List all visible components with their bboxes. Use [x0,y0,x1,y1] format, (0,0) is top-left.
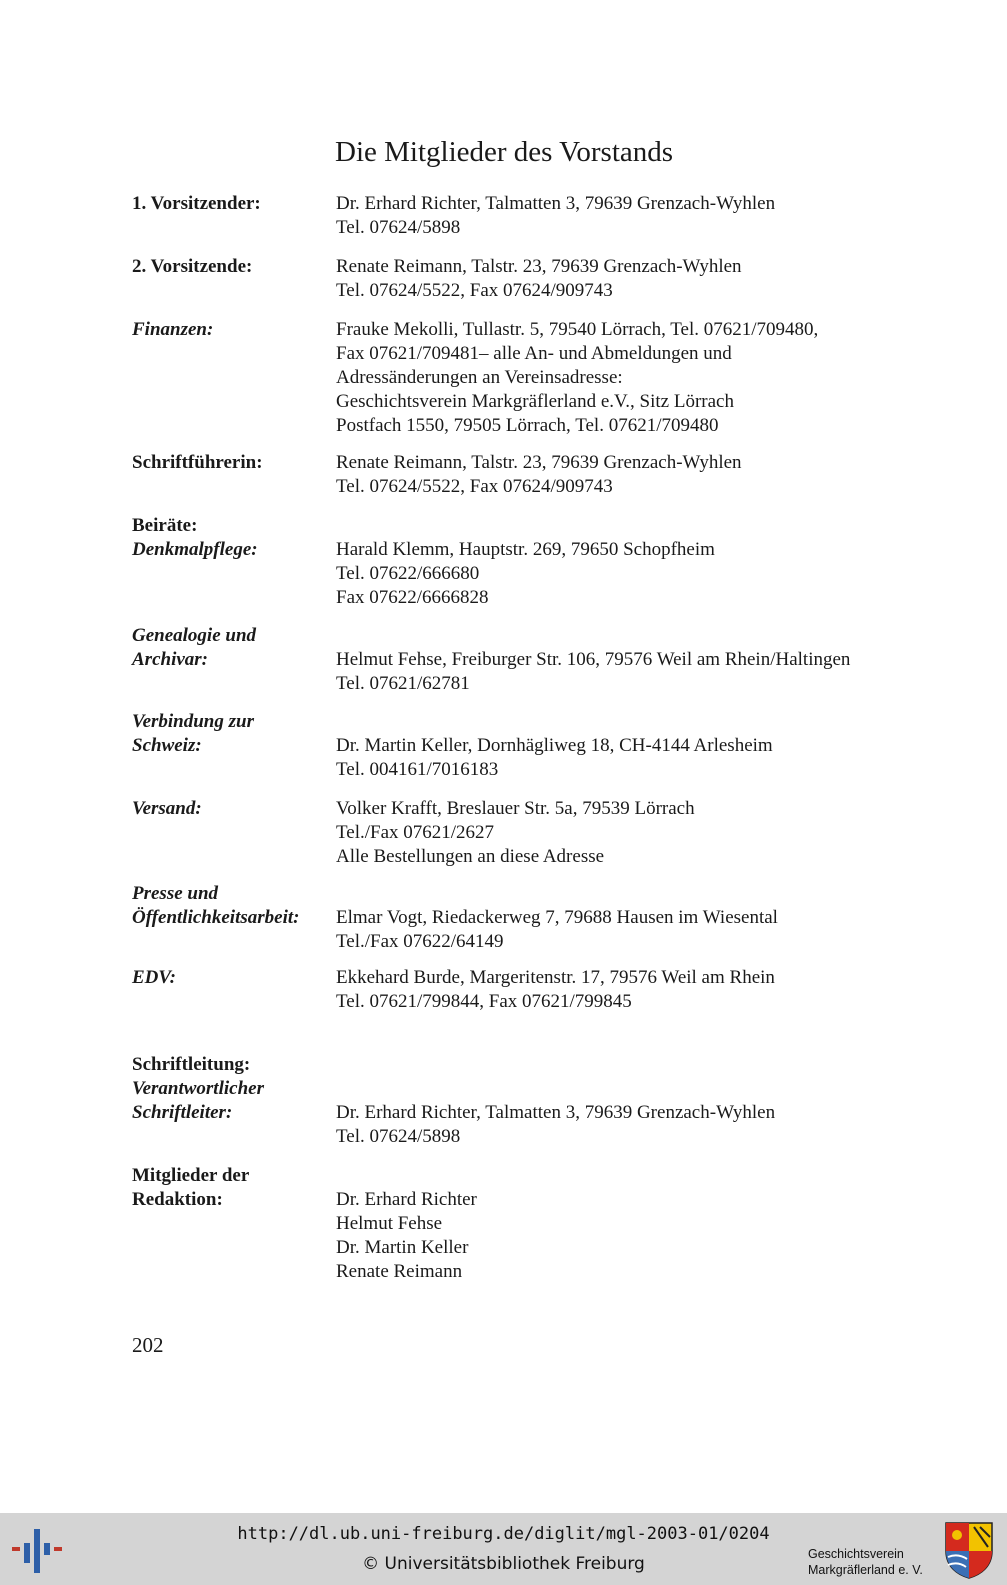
entry-label [132,624,332,672]
entry-label-line: Finanzen: [132,319,214,340]
entry-value-line: Tel./Fax 07621/2627 [336,822,495,843]
entry-value-line: Renate Reimann [336,1261,463,1282]
entry-value-line: Helmut Fehse, Freiburger Str. 106, 79576 Weil am Rhein/Haltingen [336,649,851,670]
entry-value-line [336,1077,976,1101]
entry-value [336,624,976,696]
entry-value-line [336,1164,976,1188]
entry-value [336,1164,976,1284]
entry-value-line: Renate Reimann, Talstr. 23, 79639 Grenzach-Wyhlen [336,452,742,473]
entry-value-line: Volker Krafft, Breslauer Str. 5a, 79539 Lörrach [336,798,695,819]
entry-label [132,514,332,562]
entry-label-line: Redaktion: [132,1189,223,1210]
entry-label-line: 1. Vorsitzender: [132,193,261,214]
footer-copyright: © Universitätsbibliothek Freiburg [362,1554,645,1574]
entry-label [132,192,332,216]
coat-of-arms-icon [944,1521,994,1579]
entry-value-line: Ekkehard Burde, Margeritenstr. 17, 79576 Weil am Rhein [336,967,775,988]
entry-label-line: Denkmalpflege: [132,539,258,560]
entry-value [336,514,976,610]
entry-label-line: Schriftführerin: [132,452,263,473]
entry-value [336,1053,976,1149]
entry-value-line: Alle Bestellungen an diese Adresse [336,846,605,867]
entry-label-line: Verantwortlicher [132,1078,264,1099]
entry-label-line: Versand: [132,798,202,819]
society-name [808,1546,923,1578]
entry-label [132,1164,332,1212]
entry-label-line: Beiräte: [132,515,198,536]
entry-label [132,255,332,279]
entry-value-line [336,710,976,734]
entry-label-line: EDV: [132,967,176,988]
entry-label [132,451,332,475]
entry-value [336,318,976,438]
footer-bar [0,1513,1007,1585]
entry-label-line: Öffentlichkeitsarbeit: [132,907,300,928]
entry-value-line: Fax 07621/709481– alle An- und Abmeldungen und [336,343,732,364]
entry-value-line: Tel. 07622/666680 [336,563,480,584]
entry-value-line [336,882,976,906]
entry-value-line: Harald Klemm, Hauptstr. 269, 79650 Schopfheim [336,539,715,560]
entry-value-line: Tel. 07621/62781 [336,673,470,694]
entry-label [132,710,332,758]
entry-value-line: Tel. 07624/5898 [336,1126,461,1147]
entry-label-line: Schweiz: [132,735,202,756]
entry-value-line: Tel. 004161/7016183 [336,759,499,780]
entry-value-line: Dr. Erhard Richter [336,1189,477,1210]
entry-value-line: Adressänderungen an Vereinsadresse: [336,367,623,388]
entry-value [336,966,976,1014]
entry-value-line: Dr. Erhard Richter, Talmatten 3, 79639 Grenzach-Wyhlen [336,193,776,214]
entry-value-line: Dr. Martin Keller, Dornhägliweg 18, CH-4144 Arlesheim [336,735,773,756]
entry-value [336,882,976,954]
footer-url[interactable]: http://dl.ub.uni-freiburg.de/diglit/mgl-2003-01/0204 [237,1524,770,1544]
entry-label-line: Genealogie und [132,625,257,646]
entry-value-line [336,624,976,648]
entry-label-line: Schriftleiter: [132,1102,233,1123]
page-title: Die Mitglieder des Vorstands [335,136,674,168]
entry-label [132,1053,332,1125]
entry-value-line: Tel. 07624/5898 [336,217,461,238]
entry-value-line: Tel. 07624/5522, Fax 07624/909743 [336,280,613,301]
entry-value [336,451,976,499]
entry-value [336,192,976,240]
entry-value-line: Geschichtsverein Markgräflerland e.V., Sitz Lörrach [336,391,734,412]
entry-label-line: Verbindung zur [132,711,254,732]
entry-value [336,710,976,782]
entry-value-line: Renate Reimann, Talstr. 23, 79639 Grenzach-Wyhlen [336,256,742,277]
entry-value [336,797,976,869]
entry-label [132,797,332,821]
entry-value-line: Dr. Martin Keller [336,1237,469,1258]
entry-label-line: Mitglieder der [132,1165,250,1186]
society-name-line1: Geschichtsverein [808,1547,904,1561]
entry-value-line [336,1053,976,1077]
entry-value-line: Frauke Mekolli, Tullastr. 5, 79540 Lörrach, Tel. 07621/709480, [336,319,819,340]
entry-value-line: Postfach 1550, 79505 Lörrach, Tel. 07621/709480 [336,415,719,436]
society-name-line2: Markgräflerland e. V. [808,1563,923,1577]
entry-label-line: Archivar: [132,649,208,670]
entry-label [132,882,332,930]
entry-label [132,318,332,342]
entry-value-line: Tel. 07621/799844, Fax 07621/799845 [336,991,632,1012]
entry-value-line: Fax 07622/6666828 [336,587,489,608]
entry-value-line: Tel. 07624/5522, Fax 07624/909743 [336,476,613,497]
entry-label-line: 2. Vorsitzende: [132,256,253,277]
entry-value [336,255,976,303]
entry-label [132,966,332,990]
entry-value-line: Tel./Fax 07622/64149 [336,931,504,952]
entry-label-line: Schriftleitung: [132,1054,251,1075]
entry-value-line [336,514,976,538]
entry-value-line: Dr. Erhard Richter, Talmatten 3, 79639 Grenzach-Wyhlen [336,1102,776,1123]
entry-value-line: Elmar Vogt, Riedackerweg 7, 79688 Hausen im Wiesental [336,907,778,928]
entry-value-line: Helmut Fehse [336,1213,443,1234]
entry-label-line: Presse und [132,883,219,904]
page-number: 202 [132,1333,164,1357]
